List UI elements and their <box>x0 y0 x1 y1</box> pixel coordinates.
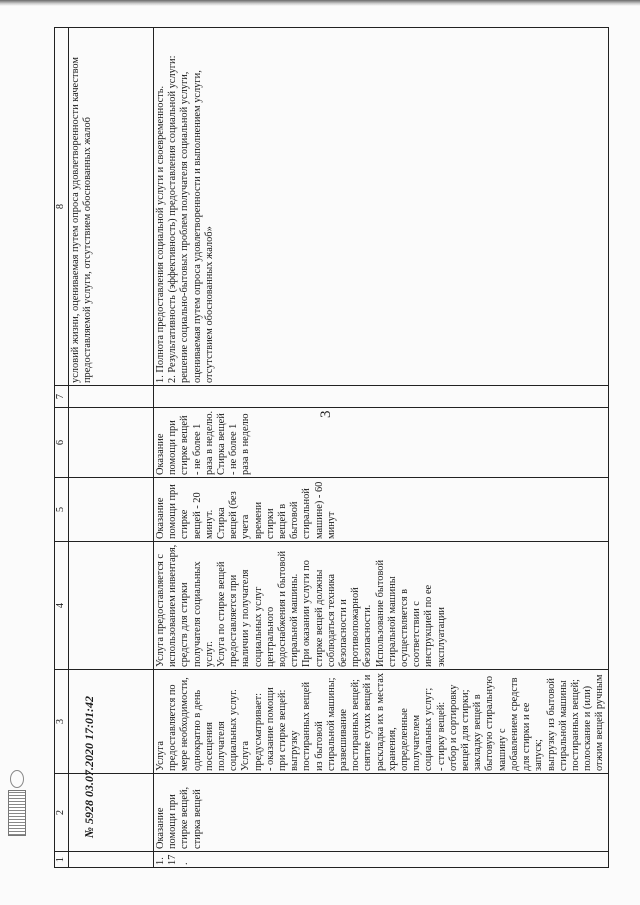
service-number: 1.17. <box>154 852 609 868</box>
description-line: Услуга предоставляется по мере необходимости, однократно в день посещения получателя социальных услуг. <box>155 677 240 771</box>
services-table <box>54 27 609 868</box>
empty-cell <box>69 386 154 408</box>
rotated-table-container <box>54 28 606 868</box>
service-conditions <box>154 542 609 670</box>
page-number: 3 <box>318 410 334 418</box>
column-header: 5 <box>55 478 69 542</box>
description-line: выгрузку из бытовой стиральной машины постиранных вещей; <box>545 678 581 771</box>
description-line: развешивание постиранных вещей; <box>338 679 362 771</box>
frequency-line: Оказание помощи при стирке вещей - не более 1 раза в неделю. <box>155 410 215 475</box>
description-line: полоскание и (или) отжим вещей ручным <box>582 674 606 771</box>
empty-cell <box>69 542 154 670</box>
description-line: снятие сухих вещей и раскладка их в местах хранения, определенные получателем социальных услуг; <box>362 672 435 771</box>
column-header: 3 <box>55 670 69 774</box>
description-line: отбор и сортировку вещей для стирки; <box>447 684 472 771</box>
description-line: - стирку вещей: <box>435 701 447 771</box>
scan-edge <box>0 0 640 6</box>
description-line: Услуга предусматривает: <box>240 692 264 771</box>
service-name: Оказание помощи при стирке вещей, стирка вещей <box>154 774 609 852</box>
column-header: 1 <box>55 852 69 868</box>
conditions-line: Использование бытовой стиральной машины осуществляется в соответствии с инструкцией по ее эксплуатации <box>374 559 447 667</box>
column-header: 4 <box>55 542 69 670</box>
continuation-quality-cell: условий жизни, оцениваемая путем опроса удовлетворенности качеством предоставляемой услуги, отсутствием обоснованных жалоб <box>69 28 154 386</box>
description-line: закладку вещей в бытовую стиральную машину с добавлением средств для стирки и ее запуск; <box>472 675 545 771</box>
conditions-line: Услуга по стирке вещей предоставляется при наличии у получателя социальных услуг центрального водоснабжения и бытовой стиральной машины. <box>216 550 301 667</box>
quality-line: 2. Результативность (эффективность) предоставления социальной услуги: решение социально-бытовых проблем получателя социальной услуги, оцениваемая путем опроса удовлетворенности и выполнением услуги, отсутствием обоснованных жалоб» <box>167 55 215 383</box>
service-col7 <box>154 386 609 408</box>
service-time-norm <box>154 478 609 542</box>
service-description <box>154 670 609 774</box>
empty-cell <box>69 852 154 868</box>
time-norm-line: Оказание помощи при стирке вещей - 20 минут. <box>155 484 215 539</box>
quality-line: 1. Полнота предоставления социальной услуги и своевременность. <box>155 85 166 383</box>
service-frequency <box>154 408 609 478</box>
frequency-line: Стирка вещей - не более 1 раза в неделю <box>216 413 252 475</box>
registration-note <box>82 696 97 838</box>
empty-cell <box>69 408 154 478</box>
description-line: - оказание помощи при стирке вещей: <box>264 687 289 771</box>
conditions-line: При оказании услуги по стирке вещей должны соблюдаться техника безопасности и противопожарной безопасности. <box>301 560 374 667</box>
seal-icon <box>10 770 24 788</box>
service-row <box>154 28 609 868</box>
service-quality <box>154 28 609 386</box>
column-header: 2 <box>55 774 69 852</box>
registration-text: № 5928 03.07.2020 17:01:42 <box>82 696 96 838</box>
column-header: 7 <box>55 386 69 408</box>
column-header: 6 <box>55 408 69 478</box>
time-norm-line: Стирка вещей (без учета времени стирки вещей в бытовой стиральной машине) - 60 минут <box>216 481 337 539</box>
header-row <box>55 28 69 868</box>
column-header: 8 <box>55 28 69 386</box>
empty-cell <box>69 478 154 542</box>
conditions-line: Услуга предоставляется с использованием инвентаря, средств для стирки получателя социальных услуг. <box>155 544 215 667</box>
description-line: выгрузку постиранных вещей из бытовой стиральной машины; <box>289 677 337 771</box>
barcode-stamp-icon <box>8 790 26 836</box>
